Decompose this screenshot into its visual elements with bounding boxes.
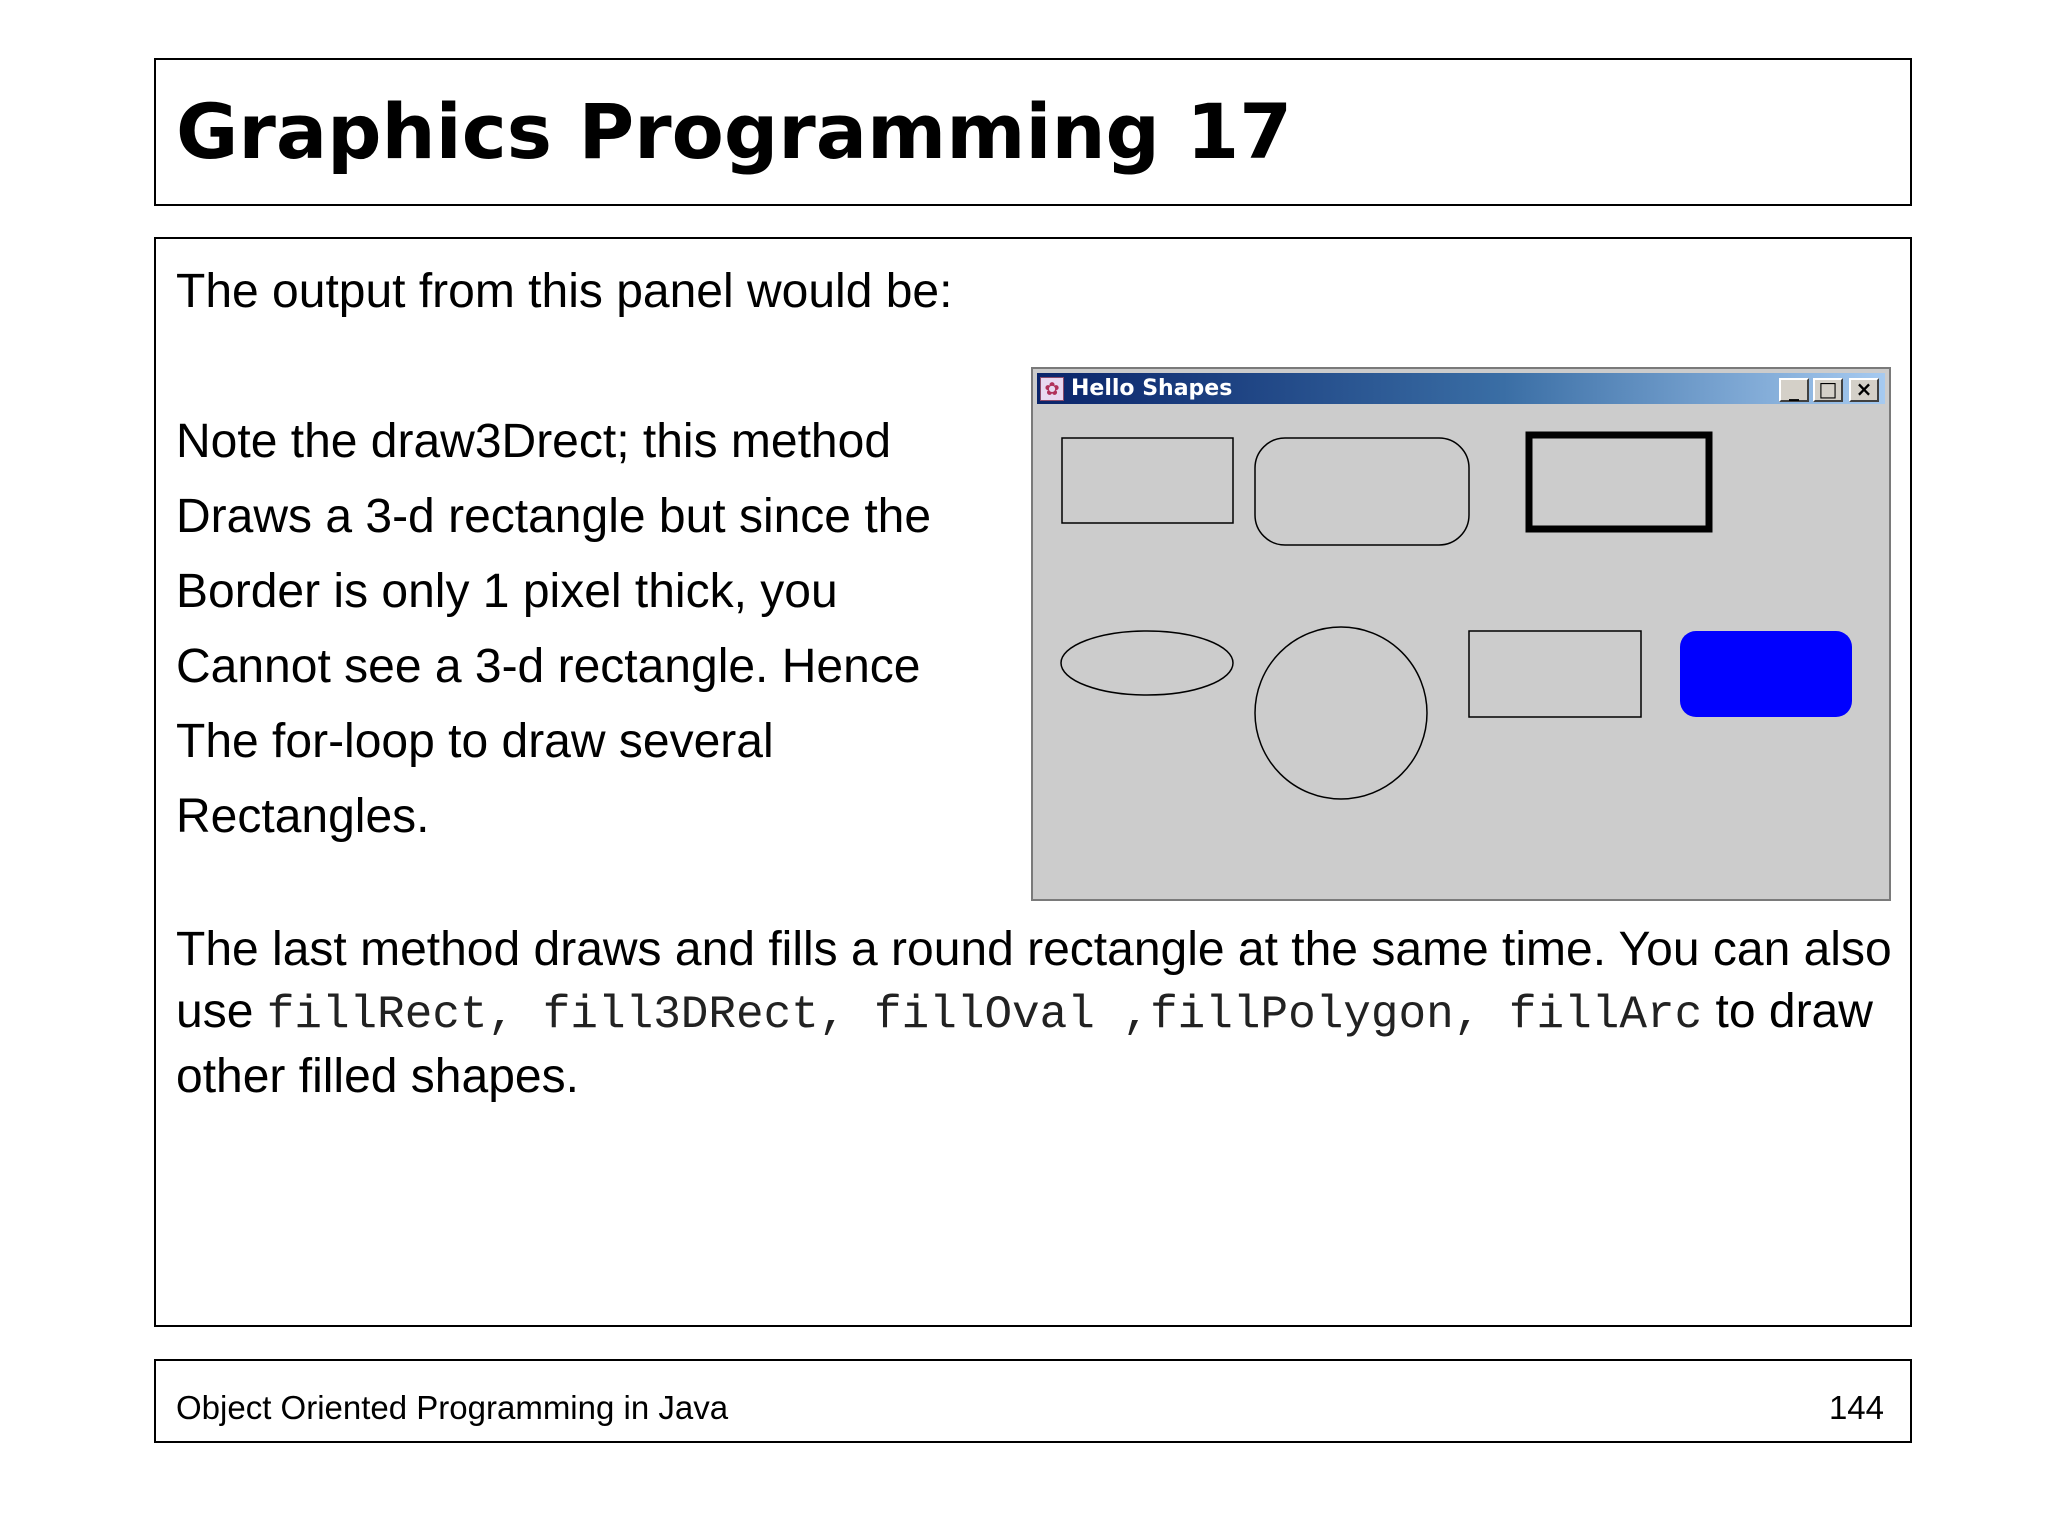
note-line-6: Rectangles. (176, 790, 430, 843)
draw-3d-rect-thick (1529, 435, 1709, 529)
java-app-icon: ✿ (1040, 377, 1064, 401)
code-methods: fillRect, fill3DRect, fillOval ,fillPolygon, fillArc (266, 989, 1703, 1041)
note-line-1: Note the draw3Drect; this method (176, 415, 892, 468)
note-line-3: Border is only 1 pixel thick, you (176, 565, 838, 618)
note-line-5: The for-loop to draw several (176, 715, 774, 768)
note-line-2: Draws a 3-d rectangle but since the (176, 490, 932, 543)
footer-course-title: Object Oriented Programming in Java (176, 1389, 729, 1426)
draw-circle (1255, 627, 1427, 799)
footer-box (154, 1359, 1912, 1443)
draw-oval (1061, 631, 1233, 695)
shapes-canvas (1033, 369, 1889, 899)
close-icon: × (1855, 377, 1873, 401)
draw-rect-2 (1469, 631, 1641, 717)
hello-shapes-window (1031, 367, 1891, 901)
last-text-1: The last method draws and fills a round rectangle at the same time. You can also use (176, 923, 1892, 1038)
title-box (154, 58, 1912, 206)
last-text-2: to draw other filled shapes. (176, 985, 1873, 1103)
last-paragraph (176, 919, 1896, 1108)
page-number: 144 (1828, 1389, 1884, 1426)
intro-text: The output from this panel would be: (176, 265, 953, 318)
draw-round-rect (1255, 438, 1469, 545)
draw-rect (1062, 438, 1233, 523)
window-title: Hello Shapes (1071, 376, 1233, 401)
slide-title: Graphics Programming 17 (176, 87, 1293, 176)
minimize-icon: _ (1789, 377, 1799, 401)
fill-round-rect (1680, 631, 1852, 717)
note-line-4: Cannot see a 3-d rectangle. Hence (176, 640, 921, 693)
maximize-icon: □ (1818, 377, 1838, 401)
